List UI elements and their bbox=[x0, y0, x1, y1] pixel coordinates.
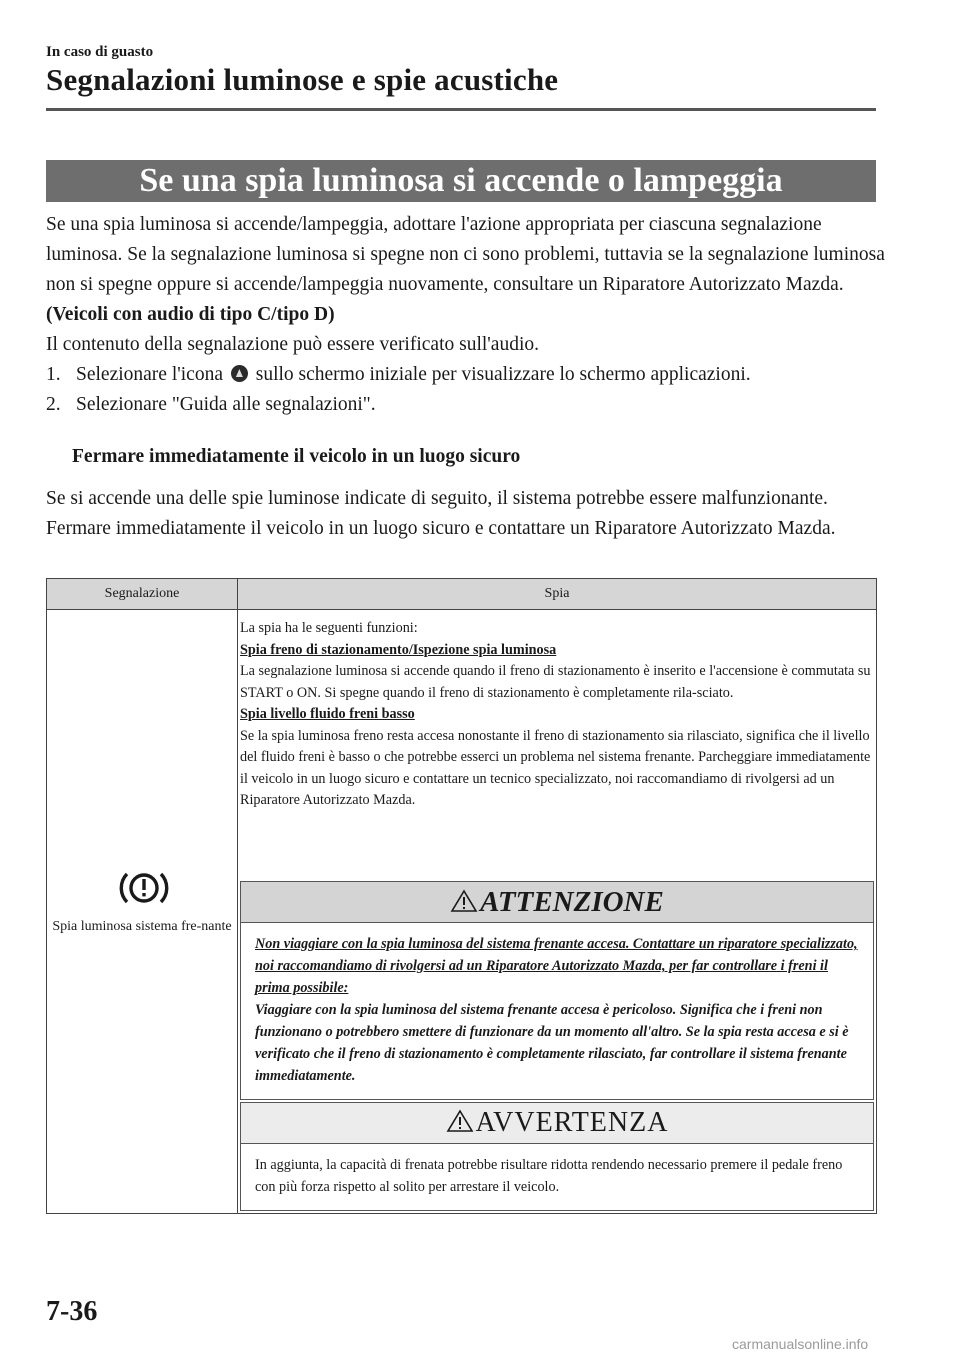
avvertenza-box bbox=[240, 1102, 874, 1211]
description-cell bbox=[238, 610, 876, 1213]
brake-fluid-text: Se la spia luminosa freno resta accesa nonostante il freno di stazionamento sia rilasciato, significa che il livello del fluido freni è basso o che potrebbe esserci un problema nel sistema frenante. Parcheggiare immediatamente il veicolo in un luogo sicuro e contattare un tecnico specializzato, noi raccomandiamo di rivolgersi ad un Riparatore Autorizzato Mazda. bbox=[240, 727, 871, 808]
step-text-after: sullo schermo iniziale per visualizzare lo schermo applicazioni. bbox=[255, 364, 751, 385]
signal-cell bbox=[47, 610, 238, 1213]
parking-brake-text: La segnalazione luminosa si accende quando il freno di stazionamento è inserito e l'accensione è commutata su START o ON. Si spegne quando il freno di stazionamento è completamente rila-sciato. bbox=[240, 663, 871, 701]
step-text-before: Selezionare l'icona bbox=[76, 364, 223, 385]
section-title: Segnalazioni luminose e spie acustiche bbox=[46, 62, 559, 97]
intro-note: Il contenuto della segnalazione può essere verificato sull'audio. bbox=[46, 334, 540, 355]
warning-table bbox=[46, 578, 877, 1214]
step-1 bbox=[46, 360, 886, 390]
brake-fluid-heading: Spia livello fluido freni basso bbox=[240, 706, 415, 722]
attenzione-title: ATTENZIONE bbox=[480, 886, 664, 918]
intro-text bbox=[46, 210, 886, 420]
attenzione-body: Viaggiare con la spia luminosa del sistema frenante accesa è pericoloso. Significa che i freni non funzionano o potrebbero smettere di funzionare da un momento all'altro. Se la spia resta accesa e si è verificato che il freno di stazionamento è completamente rilasciato, far controllare il sistema frenante immediatamente. bbox=[255, 1002, 849, 1084]
topic-banner: Se una spia luminosa si accende o lampeggia bbox=[46, 160, 876, 202]
attenzione-box bbox=[240, 881, 874, 1100]
stop-paragraph: Se si accende una delle spie luminose indicate di seguito, il sistema potrebbe essere malfunzionante. Fermare immediatamente il veicolo in un luogo sicuro e contattare un Riparatore Autorizzato Mazda. bbox=[46, 488, 836, 539]
avvertenza-title: AVVERTENZA bbox=[475, 1107, 669, 1138]
warning-triangle-icon bbox=[450, 889, 478, 913]
signal-label: Spia luminosa sistema fre-nante bbox=[52, 919, 232, 934]
chapter-title: In caso di guasto bbox=[46, 44, 154, 60]
intro-paragraph: Se una spia luminosa si accende/lampeggia, adottare l'azione appropriata per ciascuna segnalazione luminosa. Se la segnalazione luminosa si spegne non ci sono problemi, tuttavia se la segnalazione luminosa non si spegne oppure si accende/lampeggia nuovamente, consultare un Riparatore Autorizzato Mazda. bbox=[46, 214, 885, 295]
apps-icon bbox=[231, 365, 248, 382]
page-number: 7-36 bbox=[46, 1296, 98, 1327]
brake-warning-icon bbox=[117, 868, 171, 908]
attenzione-text bbox=[241, 923, 873, 1099]
avvertenza-text bbox=[241, 1144, 873, 1210]
light-description bbox=[240, 618, 872, 812]
subheading: Fermare immediatamente il veicolo in un luogo sicuro bbox=[72, 446, 521, 467]
description-intro: La spia ha le seguenti funzioni: bbox=[240, 620, 418, 636]
column-header-segnalazione: Segnalazione bbox=[47, 579, 238, 609]
attenzione-lead: Non viaggiare con la spia luminosa del sistema frenante accesa. Contattare un riparatore specializzato, noi raccomandiamo di rivolgersi ad un Riparatore Autorizzato Mazda, per far controllare i freni il prima possibile: bbox=[255, 936, 858, 996]
parking-brake-heading: Spia freno di stazionamento/Ispezione spia luminosa bbox=[240, 641, 557, 658]
attenzione-header bbox=[241, 882, 873, 923]
step-text bbox=[76, 360, 751, 390]
step-number: 1. bbox=[46, 364, 61, 385]
column-header-spia: Spia bbox=[544, 586, 570, 601]
step-2 bbox=[46, 390, 886, 420]
step-text: Selezionare "Guida alle segnalazioni". bbox=[76, 394, 376, 415]
table-header bbox=[47, 579, 876, 610]
vehicle-condition: (Veicoli con audio di tipo C/tipo D) bbox=[46, 304, 335, 325]
watermark: carmanualsonline.info bbox=[732, 1336, 869, 1352]
warning-triangle-icon bbox=[446, 1109, 474, 1133]
step-number: 2. bbox=[46, 394, 61, 415]
avvertenza-body: In aggiunta, la capacità di frenata potrebbe risultare ridotta rendendo necessario premere il pedale freno con più forza rispetto al solito per arrestare il veicolo. bbox=[255, 1157, 843, 1195]
table-row bbox=[47, 610, 876, 1213]
header-divider bbox=[46, 108, 876, 111]
avvertenza-header bbox=[241, 1103, 873, 1144]
